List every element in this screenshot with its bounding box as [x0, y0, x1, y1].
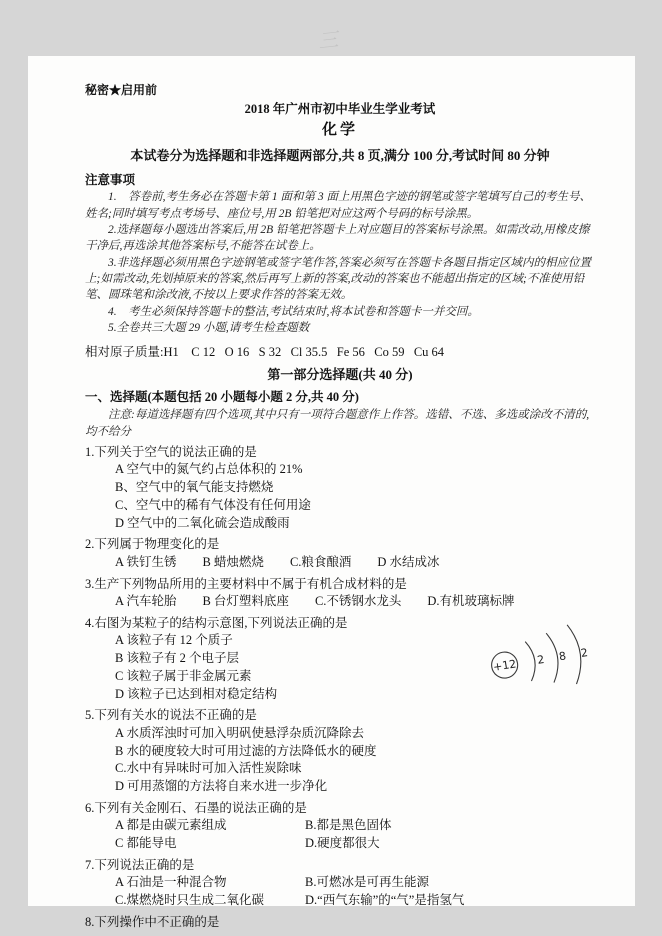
option-a: A 空气中的氮气约占总体积的 21% — [115, 462, 303, 477]
question-number: 7. — [85, 857, 95, 872]
question-number: 6. — [85, 800, 95, 815]
watermark: 三 — [317, 28, 342, 54]
question-stem-text: 下列操作中不正确的是 — [94, 914, 220, 929]
atom-structure-diagram — [487, 621, 599, 695]
option-a: A 水质浑浊时可加入明矾使悬浮杂质沉降除去 — [115, 725, 364, 740]
shell-count-1: 2 — [536, 652, 546, 667]
question-number: 2. — [85, 537, 95, 552]
question-3-stem — [85, 576, 595, 594]
question-stem-text: 下列有关金刚石、石墨的说法正确的是 — [94, 800, 307, 815]
question-number: 1. — [85, 444, 95, 459]
option-a: A 汽车轮胎 — [115, 594, 177, 609]
option-b: B 水的硬度较大时可用过滤的方法降低水的硬度 — [115, 743, 377, 758]
notice-item-4: 4. 考生必须保持答题卡的整洁,考试结束时,将本试卷和答题卡一并交回。 — [108, 305, 479, 318]
question-8 — [85, 914, 595, 932]
option-row — [115, 835, 595, 853]
paper-info-line: 本试卷分为选择题和非选择题两部分,共 8 页,满分 100 分,考试时间 80 分钟 — [130, 148, 550, 164]
option-row — [115, 817, 595, 835]
option-a: A 该粒子有 12 个质子 — [115, 633, 233, 648]
option-d: D 水结成冰 — [377, 554, 440, 569]
option-c: C 都能导电 — [115, 836, 177, 851]
option-c: C.粮食酿酒 — [289, 554, 352, 569]
option-c: C.水中有异味时可加入活性炭除味 — [115, 761, 302, 776]
question-4 — [85, 615, 595, 704]
secrecy-label: 秘密★启用前 — [85, 83, 158, 97]
question-2-options — [85, 554, 595, 572]
atomic-mass-line: 相对原子质量:H1 C 12 O 16 S 32 Cl 35.5 Fe 56 Co 59 Cu 64 — [85, 345, 445, 360]
notice-item-3: 3.非选择题必须用黑色字迹钢笔或签字笔作答,答案必须写在答题卡各题目指定区域内的相应位置上;如需改动,先划掉原来的答案,然后再写上新的答案,改动的答案也不能超出指定的区域;不准使用铅笔、圆珠笔和涂改液,不按以上要求作答的答案无效。 — [85, 256, 591, 302]
option-c: C.不锈钢水龙头 — [314, 594, 402, 609]
question-7 — [85, 857, 595, 910]
question-6 — [85, 800, 595, 853]
option-d: D.“西气东输”的“气”是指氢气 — [305, 893, 465, 908]
option-d: D 可用蒸馏的方法将自来水进一步净化 — [115, 779, 328, 794]
notice-item-2: 2.选择题每小题选出答案后,用 2B 铅笔把答题卡上对应题目的答案标号涂黑。如需改动,用橡皮擦干净后,再选涂其他答案标号,不能答在试卷上。 — [85, 223, 590, 253]
section1-heading: 一、选择题(本题包括 20 小题每小题 2 分,共 40 分) — [85, 390, 359, 405]
option-b: B.可燃冰是可再生能源 — [305, 875, 429, 890]
option-row — [115, 874, 595, 892]
question-1-options — [85, 461, 595, 532]
question-number: 3. — [85, 576, 95, 591]
option-b: B 蜡烛燃烧 — [202, 554, 264, 569]
option-c: C.煤燃烧时只生成二氧化碳 — [115, 893, 264, 908]
question-2-stem — [85, 536, 595, 554]
question-1 — [85, 444, 595, 533]
question-number: 8. — [85, 914, 95, 929]
question-7-stem — [85, 857, 595, 875]
subject-title: 化学 — [321, 121, 358, 138]
option-d: D.有机玻璃标牌 — [427, 594, 515, 609]
question-7-options — [85, 874, 595, 910]
option-d: D.硬度都很大 — [305, 836, 380, 851]
option-d: D 空气中的二氧化硫会造成酸雨 — [115, 515, 290, 530]
shell-count-3: 2 — [579, 645, 589, 660]
question-8-stem — [85, 914, 595, 932]
part1-title: 第一部分选择题(共 40 分) — [267, 367, 413, 383]
question-6-options — [85, 817, 595, 853]
option-c: C 该粒子属于非金属元素 — [115, 668, 252, 683]
question-2 — [85, 536, 595, 571]
option-row — [115, 892, 595, 910]
section1-note: 注意:每道选择题有四个选项,其中只有一项符合题意作上作答。选错、不选、多选或涂改不清的,均不给分 — [85, 409, 590, 438]
question-stem-text: 下列关于空气的说法正确的是 — [94, 444, 257, 459]
question-stem-text: 下列有关水的说法不正确的是 — [94, 708, 257, 723]
exam-title: 2018 年广州市初中毕业生学业考试 — [244, 102, 436, 117]
shell-count-2: 8 — [558, 649, 567, 664]
notice-item-1: 1. 答卷前,考生务必在答题卡第 1 面和第 3 面上用黑色字迹的钢笔或签字笔填写自己的考生号、姓名;同时填写考点考场号、座位号,用 2B 铅笔把对应这两个号码的标号涂黑。 — [85, 191, 591, 220]
question-stem-text: 生产下列物品所用的主要材料中不属于有机合成材料的是 — [94, 576, 407, 591]
question-number: 5. — [85, 708, 95, 723]
question-stem-text: 下列说法正确的是 — [94, 857, 195, 872]
exam-paper-page — [28, 56, 635, 929]
question-stem-text: 右图为某粒子的结构示意图,下列说法正确的是 — [94, 615, 348, 630]
nucleus-charge: +12 — [492, 657, 518, 674]
question-3-options — [85, 593, 595, 611]
option-c: C、空气中的稀有气体没有任何用途 — [115, 497, 311, 512]
option-b: B 该粒子有 2 个电子层 — [115, 651, 239, 666]
question-5-stem — [85, 707, 595, 725]
option-d: D 该粒子已达到相对稳定结构 — [115, 686, 278, 701]
question-1-stem — [85, 444, 595, 462]
question-5-options — [85, 725, 595, 796]
notices-heading: 注意事项 — [85, 173, 136, 188]
option-a: A 铁钉生锈 — [115, 554, 177, 569]
option-a: A 都是由碳元素组成 — [115, 818, 227, 833]
electron-shell-arc — [525, 641, 538, 682]
question-number: 4. — [85, 615, 95, 630]
notice-item-5: 5.全卷共三大题 29 小题,请考生检查题数 — [108, 321, 310, 334]
question-6-stem — [85, 800, 595, 818]
option-b: B.都是黑色固体 — [305, 818, 392, 833]
option-b: B、空气中的氧气能支持燃烧 — [115, 480, 274, 495]
option-b: B 台灯塑料底座 — [202, 594, 289, 609]
question-3 — [85, 576, 595, 611]
option-a: A 石油是一种混合物 — [115, 875, 227, 890]
question-stem-text: 下列属于物理变化的是 — [94, 537, 220, 552]
question-5 — [85, 707, 595, 796]
